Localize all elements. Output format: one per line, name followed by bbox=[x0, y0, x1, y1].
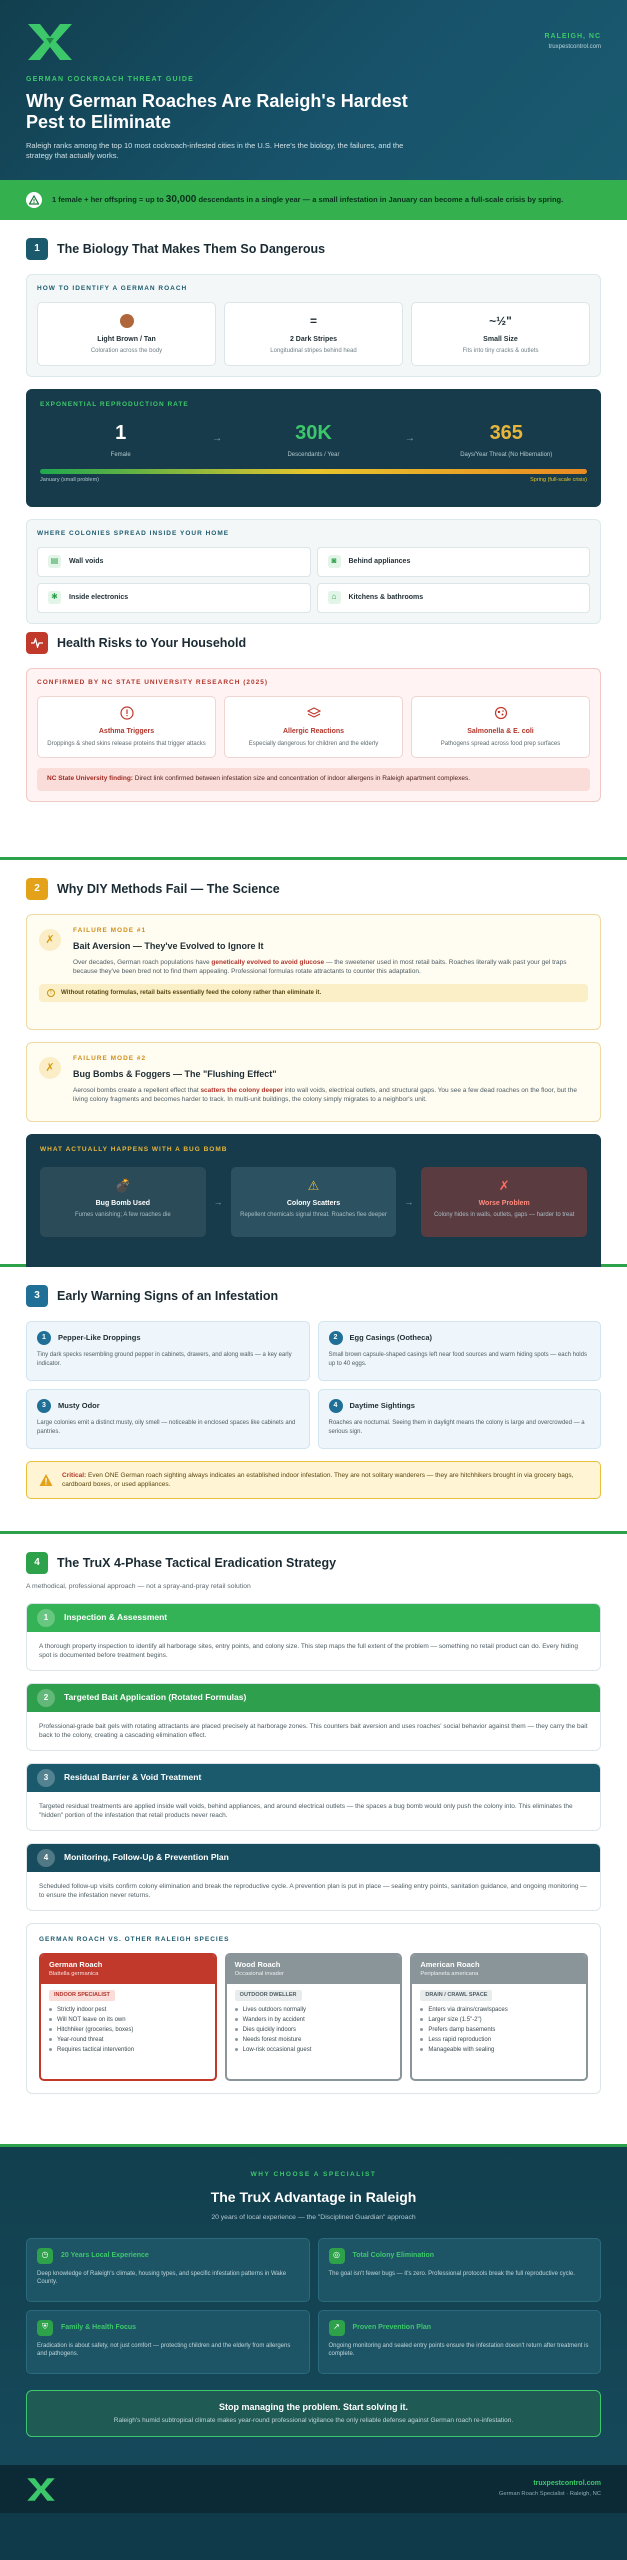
page-title: Why German Roaches Are Raleigh's Hardest Pest to Eliminate bbox=[26, 90, 408, 132]
section-number: 4 bbox=[26, 1552, 48, 1574]
id-card-color: Light Brown / Tan Coloration across the body bbox=[37, 302, 216, 366]
reproduction-panel bbox=[26, 389, 601, 507]
why-title: The TruX Advantage in Raleigh bbox=[210, 2188, 417, 2205]
health-panel bbox=[26, 668, 601, 802]
reproduction-alert-bar bbox=[0, 180, 627, 220]
shield-icon: ⛨ bbox=[37, 2320, 53, 2336]
why-kicker: WHY CHOOSE A SPECIALIST bbox=[250, 2171, 377, 2178]
repro-label: EXPONENTIAL REPRODUCTION RATE bbox=[40, 400, 189, 408]
spread-item: ▤ Wall voids bbox=[37, 547, 311, 577]
header-site-link[interactable]: truxpestcontrol.com bbox=[548, 44, 601, 51]
phase-card: 1 Inspection & Assessment A thorough property inspection to identify all harborage sites, entry points, and colony size. This step maps the full extent of the problem — something no retail product can do. Every hiding spot is documented before treatment begins. bbox=[26, 1603, 601, 1671]
health-section bbox=[0, 624, 627, 857]
alert-number: 30,000 bbox=[165, 194, 197, 205]
growth-gradient-bar bbox=[40, 469, 587, 474]
bomb-step-worse: ✗ Worse Problem Colony hides in walls, outlets, gaps — harder to treat bbox=[421, 1167, 587, 1237]
warnings-section bbox=[0, 1267, 627, 1531]
spread-item: ◙ Behind appliances bbox=[317, 547, 591, 577]
heartbeat-icon bbox=[26, 632, 48, 654]
species-card-german: German Roach Blattella germanica INDOOR SPECIALIST Strictly indoor pest Will NOT leave on its own Hitchhiker (groceries, boxes) Year-round threat Requires tactical intervention bbox=[39, 1953, 217, 2081]
arrow-right-icon: → bbox=[213, 1196, 223, 1207]
section-title: The Biology That Makes Them So Dangerous bbox=[57, 241, 326, 256]
diy-section bbox=[0, 860, 627, 1264]
spread-panel bbox=[26, 519, 601, 624]
clock-icon: ◷ bbox=[37, 2248, 53, 2264]
home-icon: ⌂ bbox=[328, 591, 341, 604]
hero-intro: Raleigh ranks among the top 10 most cockroach-infested cities in the U.S. Here's the biology, the failures, and the strategy that actually works. bbox=[26, 140, 404, 160]
warning-icon bbox=[26, 192, 42, 208]
trux-logo-icon bbox=[26, 22, 74, 62]
target-icon: ◎ bbox=[329, 2248, 345, 2264]
footer-tagline: German Roach Specialist · Raleigh, NC bbox=[498, 2490, 601, 2497]
health-card-asthma: Asthma Triggers Droppings & shed skins release proteins that trigger attacks bbox=[37, 696, 216, 758]
failure-note: ! Without rotating formulas, retail baits essentially feed the colony rather than eliminate it. bbox=[39, 984, 588, 1002]
hero-header bbox=[0, 0, 627, 180]
info-icon: ! bbox=[47, 989, 55, 997]
warning-triangle-icon bbox=[39, 1473, 53, 1487]
id-card-stripes: = 2 Dark Stripes Longitudinal stripes behind head bbox=[224, 302, 403, 366]
repro-stat-descendants: 30K Descendants / Year bbox=[287, 421, 340, 458]
section-number: 2 bbox=[26, 878, 48, 900]
arrow-right-icon: → bbox=[212, 433, 223, 445]
research-finding: NC State University finding: Direct link confirmed between infestation size and concentration of indoor allergens in Raleigh apartment complexes. bbox=[37, 768, 590, 791]
compare-label: GERMAN ROACH VS. OTHER RALEIGH SPECIES bbox=[39, 1936, 230, 1944]
footer-site-link[interactable]: truxpestcontrol.com bbox=[533, 2480, 601, 2488]
cross-icon: ✗ bbox=[498, 1177, 510, 1193]
advantage-card: ⛨ Family & Health Focus Eradication is about safety, not just comfort — protecting children and the elderly from allergens and pathogens. bbox=[26, 2310, 310, 2374]
phase-card: 3 Residual Barrier & Void Treatment Targeted residual treatments are applied inside wall voids, behind appliances, and around electrical outlets — the spaces a bug bomb would only push the colony into. This eliminates the "hidden" portion of the infestation that retail products never reach. bbox=[26, 1763, 601, 1831]
repro-stat-days: 365 Days/Year Threat (No Hibernation) bbox=[460, 421, 553, 458]
health-card-pathogens: Salmonella & E. coli Pathogens spread across food prep surfaces bbox=[411, 696, 590, 758]
trux-logo-icon bbox=[26, 2477, 56, 2502]
strategy-section bbox=[0, 1534, 627, 2144]
health-card-allergy: Allergic Reactions Especially dangerous for children and the elderly bbox=[224, 696, 403, 758]
arrow-right-icon: → bbox=[404, 433, 415, 445]
warning-card: 2 Egg Casings (Ootheca) Small brown capsule-shaped casings left near food sources and warm hiding spots — each holds up to 40 eggs. bbox=[318, 1321, 602, 1381]
alert-text: 1 female + her offspring = up to 30,000 descendants in a single year — a small infestation in January can become a full-scale crisis by spring. bbox=[52, 194, 564, 205]
bacteria-icon bbox=[494, 706, 508, 720]
trend-icon: ↗ bbox=[329, 2320, 345, 2336]
advantage-card: ◎ Total Colony Elimination The goal isn't fewer bugs — it's zero. Professional protocols break the full reproductive cycle. bbox=[318, 2238, 602, 2302]
color-swatch-icon bbox=[120, 314, 134, 328]
bar-left-label: January (small problem) bbox=[40, 476, 99, 483]
footer bbox=[0, 2465, 627, 2513]
section-title: The TruX 4-Phase Tactical Eradication Strategy bbox=[57, 1555, 337, 1570]
wall-icon: ▤ bbox=[48, 555, 61, 568]
advantage-card: ↗ Proven Prevention Plan Ongoing monitoring and sealed entry points ensure the infestation doesn't return after treatment is complete. bbox=[318, 2310, 602, 2374]
phase-card: 2 Targeted Bait Application (Rotated Formulas) Professional-grade bait gels with rotating attractants are placed precisely at harborage zones. This counters bait aversion and uses roaches' social behavior against them — they carry the bait back to the colony, creating a cascading elimination effect. bbox=[26, 1683, 601, 1751]
layers-icon bbox=[307, 706, 321, 720]
bomb-label: WHAT ACTUALLY HAPPENS WITH A BUG BOMB bbox=[40, 1146, 228, 1153]
warning-icon: ⚠ bbox=[307, 1177, 320, 1193]
electronics-icon: ✱ bbox=[48, 591, 61, 604]
appliance-icon: ◙ bbox=[328, 555, 341, 568]
strategy-subtitle: A methodical, professional approach — not a spray-and-pray retail solution bbox=[26, 1583, 251, 1590]
species-card-american: American Roach Periplaneta americana DRAIN / CRAWL SPACE Enters via drains/crawlspaces Larger size (1.5"-2") Prefers damp basements Less rapid reproduction Manageable with sealing bbox=[410, 1953, 588, 2081]
size-icon: ~½" bbox=[489, 313, 512, 328]
spread-label: WHERE COLONIES SPREAD INSIDE YOUR HOME bbox=[37, 529, 230, 537]
repro-stat-female: 1 Female bbox=[110, 421, 131, 458]
call-to-action[interactable]: Stop managing the problem. Start solving it. Raleigh's humid subtropical climate makes year-round professional vigilance the only reliable defense against German roach re-infestation. bbox=[26, 2390, 601, 2437]
hero-kicker: GERMAN COCKROACH THREAT GUIDE bbox=[26, 76, 195, 84]
section-number: 3 bbox=[26, 1285, 48, 1307]
biology-section bbox=[0, 220, 627, 624]
bug-bomb-panel bbox=[26, 1134, 601, 1272]
species-card-wood: Wood Roach Occasional invader OUTDOOR DWELLER Lives outdoors normally Wanders in by accident Dies quickly indoors Needs forest moisture Low-risk occasional guest bbox=[225, 1953, 403, 2081]
bar-right-label: Spring (full-scale crisis) bbox=[530, 476, 587, 483]
bomb-icon: 💣 bbox=[114, 1177, 131, 1193]
spread-item: ⌂ Kitchens & bathrooms bbox=[317, 583, 591, 613]
critical-callout: Critical: Even ONE German roach sighting always indicates an established indoor infestation. They are not solitary wanderers — they are hitchhikers brought in via grocery bags, cardboard boxes, or used appliances. bbox=[26, 1461, 601, 1499]
bomb-step-used: 💣 Bug Bomb Used Fumes vanishing; A few roaches die bbox=[40, 1167, 206, 1237]
advantage-card: ◷ 20 Years Local Experience Deep knowledge of Raleigh's climate, housing types, and specific infestation patterns in Wake County. bbox=[26, 2238, 310, 2302]
species-comparison bbox=[26, 1923, 601, 2094]
section-title: Why DIY Methods Fail — The Science bbox=[57, 881, 280, 896]
section-title: Early Warning Signs of an Infestation bbox=[57, 1288, 279, 1303]
warning-card: 4 Daytime Sightings Roaches are nocturnal. Seeing them in daylight means the colony is large and overcrowded — a serious sign. bbox=[318, 1389, 602, 1449]
section-number: 1 bbox=[26, 238, 48, 260]
spread-item: ✱ Inside electronics bbox=[37, 583, 311, 613]
why-section bbox=[0, 2147, 627, 2465]
identify-label: HOW TO IDENTIFY A GERMAN ROACH bbox=[37, 285, 188, 292]
id-card-size: ~½" Small Size Fits into tiny cracks & outlets bbox=[411, 302, 590, 366]
bomb-step-scatter: ⚠ Colony Scatters Repellent chemicals signal threat. Roaches flee deeper bbox=[231, 1167, 397, 1237]
cross-icon: ✗ bbox=[39, 1057, 61, 1079]
section-title: Health Risks to Your Household bbox=[57, 635, 247, 650]
failure-mode-card: ✗ FAILURE MODE #2 Bug Bombs & Foggers — The "Flushing Effect" Aerosol bombs create a repellent effect that scatters the colony deeper into wall voids, electrical outlets, and structural gaps. You see a few dead roaches on the floor, but the living colony fragments and becomes harder to track. In multi-unit buildings, the colony simply migrates to a neighbor's unit. bbox=[26, 1042, 601, 1122]
header-brand: RALEIGH, NC bbox=[544, 33, 601, 40]
why-subtitle: 20 years of local experience — the "Disciplined Guardian" approach bbox=[211, 2213, 416, 2221]
warning-card: 1 Pepper-Like Droppings Tiny dark specks resembling ground pepper in cabinets, drawers, and along walls — a key early indicator. bbox=[26, 1321, 310, 1381]
arrow-right-icon: → bbox=[404, 1196, 414, 1207]
failure-mode-card: ✗ FAILURE MODE #1 Bait Aversion — They've Evolved to Ignore It Over decades, German roach populations have genetically evolved to avoid glucose — the sweetener used in most retail baits. Roaches literally walk past your gel traps because they've been bred not to find them appealing. Professional formulas rotate attractants to counter this adaptation. ! Without rotating formulas, retail baits essentially feed the colony rather than eliminate it. bbox=[26, 914, 601, 1030]
phase-card: 4 Monitoring, Follow-Up & Prevention Plan Scheduled follow-up visits confirm colony elimination and break the reproductive cycle. A prevention plan is put in place — sealing entry points, sanitation guidance, and ongoing monitoring — to ensure the infestation never returns. bbox=[26, 1843, 601, 1911]
alert-circle-icon bbox=[120, 706, 134, 720]
cross-icon: ✗ bbox=[39, 929, 61, 951]
header-location bbox=[545, 32, 602, 52]
warning-card: 3 Musty Odor Large colonies emit a distinct musty, oily smell — noticeable in enclosed spaces like cabinets and pantries. bbox=[26, 1389, 310, 1449]
stripes-icon: = bbox=[309, 313, 317, 328]
health-label: CONFIRMED BY NC STATE UNIVERSITY RESEARCH (2025) bbox=[37, 679, 268, 686]
identify-panel bbox=[26, 274, 601, 377]
